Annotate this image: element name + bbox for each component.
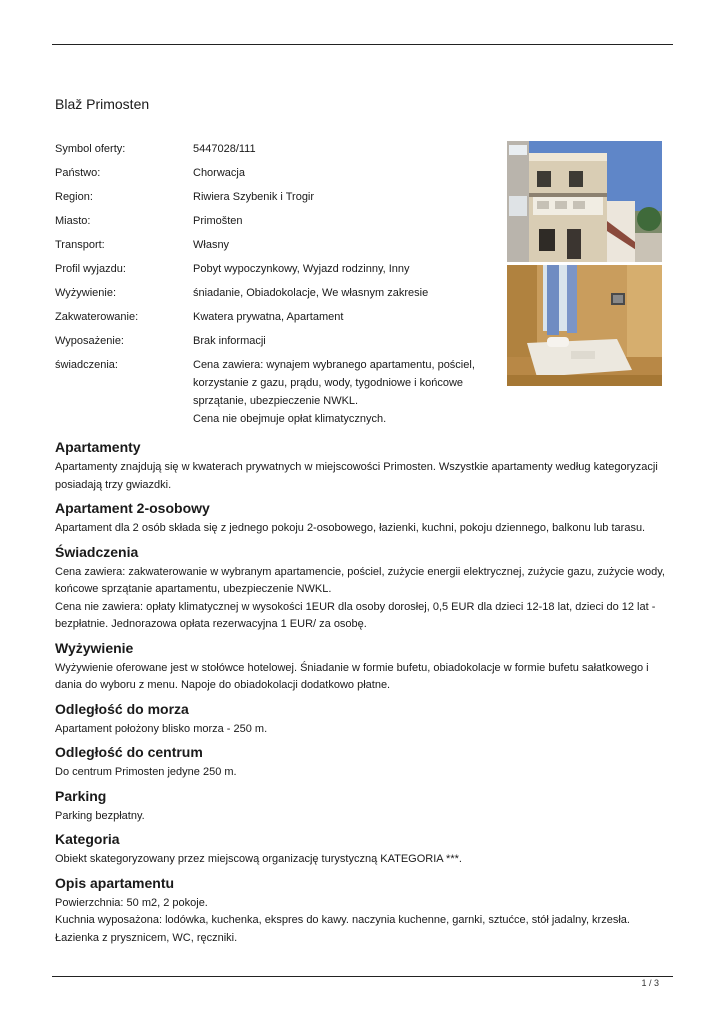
paragraph-line: dania do wyboru z menu. Napoje do obiadokolacji dodatkowo płatne. <box>55 679 391 691</box>
paragraph-line: Do centrum Primosten jedyne 250 m. <box>55 766 237 778</box>
spec-row <box>55 308 495 326</box>
page-number: 1 / 3 <box>641 978 659 988</box>
spec-value-line: Chorwacja <box>193 167 245 179</box>
section-paragraph <box>55 721 665 739</box>
paragraph-line: Cena nie zawiera: opłaty klimatycznej w wysokości 1EUR dla osoby dorosłej, 0,5 EUR dla dzieci 12-18 lat, dzieci do 12 lat - <box>55 600 656 613</box>
paragraph-line: Cena zawiera: zakwaterowanie w wybranym apartamencie, pościel, zużycie energii elektrycznej, zużycie gazu, zużycie wody, <box>55 565 665 578</box>
section-heading: Kategoria <box>55 831 120 847</box>
spec-row <box>55 284 495 302</box>
paragraph-line: Apartament dla 2 osób składa się z jednego pokoju 2-osobowego, łazienki, kuchni, pokoju dziennego, balkonu lub tarasu. <box>55 522 646 534</box>
spec-value-line: Riwiera Szybenik i Trogir <box>193 191 315 203</box>
spec-label: Profil wyjazdu: <box>55 263 126 275</box>
spec-label: Transport: <box>55 239 105 251</box>
paragraph-line: Apartament położony blisko morza - 250 m. <box>55 722 268 735</box>
section-heading: Odległość do centrum <box>55 744 203 760</box>
section-body <box>55 721 665 739</box>
section-body <box>55 564 665 634</box>
spec-value-line: Własny <box>193 239 230 251</box>
paragraph-line: Obiekt skategoryzowany przez miejscową organizację turystyczną KATEGORIA ***. <box>55 853 462 865</box>
spec-value-line: 5447028/111 <box>193 143 256 155</box>
spec-label: świadczenia: <box>55 359 118 371</box>
paragraph-line: Powierzchnia: 50 m2, 2 pokoje. <box>55 896 208 909</box>
spec-row <box>55 212 495 230</box>
spec-label: Miasto: <box>55 215 91 227</box>
spec-label: Region: <box>55 191 93 203</box>
paragraph-line: posiadają trzy gwiazdki. <box>55 478 172 491</box>
spec-value-line: Cena nie obejmuje opłat klimatycznych. <box>193 413 387 425</box>
spec-row <box>55 164 495 182</box>
house-exterior-photo <box>507 141 662 262</box>
section-paragraph <box>55 912 665 930</box>
paragraph-line: Parking bezpłatny. <box>55 809 145 822</box>
section-paragraph <box>55 660 665 695</box>
section-paragraph <box>55 520 665 538</box>
spec-value <box>193 188 495 206</box>
spec-value-line: Cena zawiera: wynajem wybranego apartamentu, pościel, <box>193 359 475 371</box>
section-paragraph <box>55 459 665 494</box>
section-body <box>55 520 665 538</box>
spec-value <box>193 260 495 278</box>
section-heading: Apartament 2-osobowy <box>55 500 210 516</box>
paragraph-line: Apartamenty znajdują się w kwaterach prywatnych w miejscowości Primosten. Wszystkie apartamenty według kategoryzacji <box>55 461 658 473</box>
section-heading: Parking <box>55 787 107 804</box>
section-paragraph <box>55 851 665 869</box>
spec-row <box>55 260 495 278</box>
spec-value-line: śniadanie, Obiadokolacje, We własnym zakresie <box>193 287 429 299</box>
spec-value-line: korzystanie z gazu, prądu, wody, tygodniowe i końcowe <box>193 377 464 389</box>
header-rule <box>52 44 673 45</box>
section-body <box>55 660 665 695</box>
section-body <box>55 851 665 869</box>
spec-value-line: Kwatera prywatna, Apartament <box>193 311 344 323</box>
paragraph-line: bezpłatnie. Jednorazowa opłata rezerwacyjna 1 EUR/ za osobę. <box>55 618 367 630</box>
spec-label: Zakwaterowanie: <box>55 311 139 323</box>
section-body <box>55 459 665 494</box>
section-heading: Opis apartamentu <box>55 874 175 891</box>
offer-specs-table <box>55 140 495 434</box>
section-paragraph <box>55 764 665 782</box>
section-paragraph <box>55 930 665 948</box>
section-paragraph <box>55 564 665 599</box>
spec-value <box>193 356 495 428</box>
spec-label: Wyżywienie: <box>55 287 117 299</box>
section-paragraph <box>55 599 665 634</box>
offer-description <box>55 436 665 950</box>
spec-value <box>193 140 495 158</box>
section-body <box>55 895 665 948</box>
spec-row <box>55 236 495 254</box>
spec-label: Wyposażenie: <box>55 335 124 347</box>
offer-title: Blaž Primosten <box>55 96 150 112</box>
spec-row <box>55 356 495 428</box>
spec-row <box>55 188 495 206</box>
spec-value-line: Brak informacji <box>193 335 266 347</box>
spec-value-line: Pobyt wypoczynkowy, Wyjazd rodzinny, Inny <box>193 263 410 275</box>
section-heading: Apartamenty <box>55 439 141 455</box>
paragraph-line: końcowe sprzątanie apartamentu, ubezpieczenie NWKL. <box>55 583 332 595</box>
spec-value <box>193 308 495 326</box>
spec-label: Symbol oferty: <box>55 143 126 155</box>
bedroom-interior-photo <box>507 265 662 386</box>
spec-row <box>55 140 495 158</box>
spec-value-line: sprzątanie, ubezpieczenie NWKL. <box>193 395 359 407</box>
paragraph-line: Kuchnia wyposażona: lodówka, kuchenka, ekspres do kawy. naczynia kuchenne, garnki, sztućce, stół jadalny, krzesła. <box>55 914 630 926</box>
spec-value <box>193 284 495 302</box>
spec-row <box>55 332 495 350</box>
section-paragraph <box>55 895 665 913</box>
spec-value <box>193 212 495 230</box>
spec-value <box>193 236 495 254</box>
spec-value-line: Primošten <box>193 215 243 227</box>
spec-value <box>193 332 495 350</box>
spec-label: Państwo: <box>55 167 101 179</box>
paragraph-line: Wyżywienie oferowane jest w stołówce hotelowej. Śniadanie w formie bufetu, obiadokolacje w formie bufetu sałatkowego i <box>55 661 649 674</box>
section-paragraph <box>55 808 665 826</box>
footer-rule <box>52 976 673 977</box>
spec-value <box>193 164 495 182</box>
section-body <box>55 764 665 782</box>
section-heading: Świadczenia <box>55 543 139 560</box>
section-body <box>55 808 665 826</box>
section-heading: Odległość do morza <box>55 700 189 717</box>
paragraph-line: Łazienka z prysznicem, WC, ręczniki. <box>55 931 238 944</box>
section-heading: Wyżywienie <box>55 639 134 656</box>
